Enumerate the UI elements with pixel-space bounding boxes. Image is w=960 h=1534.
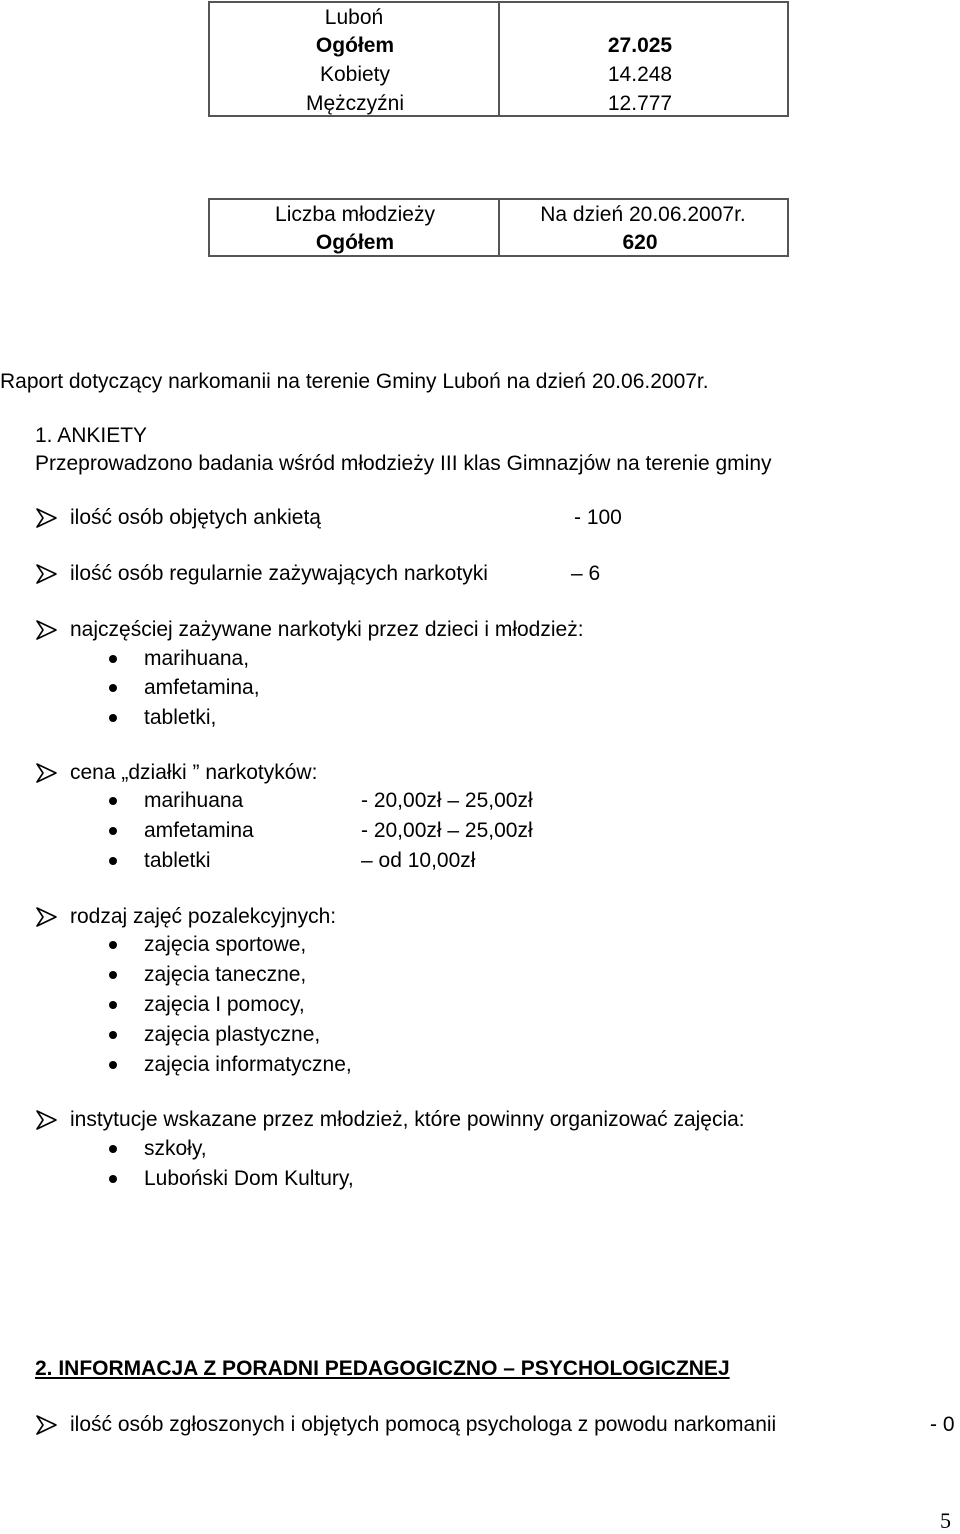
- bullet-icon: [109, 971, 117, 979]
- bullet-icon: [109, 1145, 117, 1153]
- surveyed-value: - 100: [574, 506, 622, 529]
- bullet-icon: [109, 797, 117, 805]
- price-drug-value: - 20,00zł – 25,00zł: [361, 819, 533, 842]
- section1-intro: Przeprowadzono badania wśród młodzieży III klas Gimnazjów na terenie gminy: [35, 452, 772, 475]
- arrow-bullet-icon: [34, 761, 60, 785]
- arrow-bullet-icon: [34, 1108, 60, 1132]
- bullet-icon: [109, 655, 117, 663]
- section1-heading: 1. ANKIETY: [35, 424, 148, 447]
- population-row-label: Mężczyźni: [305, 92, 405, 115]
- arrow-bullet-icon: [34, 905, 60, 929]
- population-table-title: Luboń: [324, 6, 384, 29]
- price-drug-value: – od 10,00zł: [361, 849, 476, 872]
- population-row-label: Kobiety: [319, 63, 391, 86]
- common-drug-item: amfetamina,: [144, 676, 260, 699]
- population-row-value: 14.248: [607, 63, 673, 86]
- institution-item: Luboński Dom Kultury,: [144, 1167, 354, 1190]
- youth-table-total-label: Ogółem: [315, 231, 395, 254]
- activity-item: zajęcia informatyczne,: [144, 1053, 352, 1076]
- arrow-bullet-icon: [34, 618, 60, 642]
- population-table: [208, 1, 789, 117]
- psychologist-help-label: ilość osób zgłoszonych i objętych pomocą psychologa z powodu narkomanii: [70, 1413, 777, 1436]
- common-drug-item: marihuana,: [144, 647, 250, 670]
- youth-table-total-value: 620: [622, 231, 658, 254]
- activities-label: rodzaj zajęć pozalekcyjnych:: [70, 905, 337, 928]
- price-drug-name: marihuana: [144, 789, 244, 812]
- activity-item: zajęcia taneczne,: [144, 963, 307, 986]
- surveyed-label: ilość osób objętych ankietą: [70, 506, 321, 529]
- population-row-value: 27.025: [607, 34, 673, 57]
- bullet-icon: [109, 1175, 117, 1183]
- bullet-icon: [109, 1061, 117, 1069]
- arrow-bullet-icon: [34, 562, 60, 586]
- price-drug-name: tabletki: [144, 849, 211, 872]
- regular-users-value: – 6: [571, 562, 601, 585]
- bullet-icon: [109, 684, 117, 692]
- youth-table: [208, 198, 789, 257]
- price-drug-value: - 20,00zł – 25,00zł: [361, 789, 533, 812]
- youth-table-header-right: Na dzień 20.06.2007r.: [540, 203, 746, 226]
- price-label: cena „działki ” narkotyków:: [70, 761, 318, 784]
- bullet-icon: [109, 1001, 117, 1009]
- arrow-bullet-icon: [34, 1413, 60, 1437]
- price-drug-name: amfetamina: [144, 819, 254, 842]
- arrow-bullet-icon: [34, 506, 60, 530]
- population-row-value: 12.777: [607, 92, 673, 115]
- bullet-icon: [109, 1031, 117, 1039]
- youth-table-header-left: Liczba młodzieży: [275, 203, 435, 226]
- bullet-icon: [109, 857, 117, 865]
- psychologist-help-value: - 0: [930, 1413, 955, 1436]
- activity-item: zajęcia plastyczne,: [144, 1023, 321, 1046]
- report-title: Raport dotyczący narkomanii na terenie Gminy Luboń na dzień 20.06.2007r.: [0, 370, 709, 393]
- bullet-icon: [109, 827, 117, 835]
- bullet-icon: [109, 941, 117, 949]
- page-number: 5: [940, 1508, 951, 1533]
- institution-item: szkoły,: [144, 1137, 207, 1160]
- activity-item: zajęcia I pomocy,: [144, 993, 305, 1016]
- bullet-icon: [109, 714, 117, 722]
- section2-heading: 2. INFORMACJA Z PORADNI PEDAGOGICZNO – PSYCHOLOGICZNEJ: [35, 1357, 730, 1380]
- population-row-label: Ogółem: [315, 34, 395, 57]
- common-drugs-label: najczęściej zażywane narkotyki przez dzieci i młodzież:: [70, 618, 584, 641]
- regular-users-label: ilość osób regularnie zażywających narkotyki: [70, 562, 488, 585]
- common-drug-item: tabletki,: [144, 706, 217, 729]
- institutions-label: instytucje wskazane przez młodzież, które powinny organizować zajęcia:: [70, 1108, 745, 1131]
- activity-item: zajęcia sportowe,: [144, 933, 307, 956]
